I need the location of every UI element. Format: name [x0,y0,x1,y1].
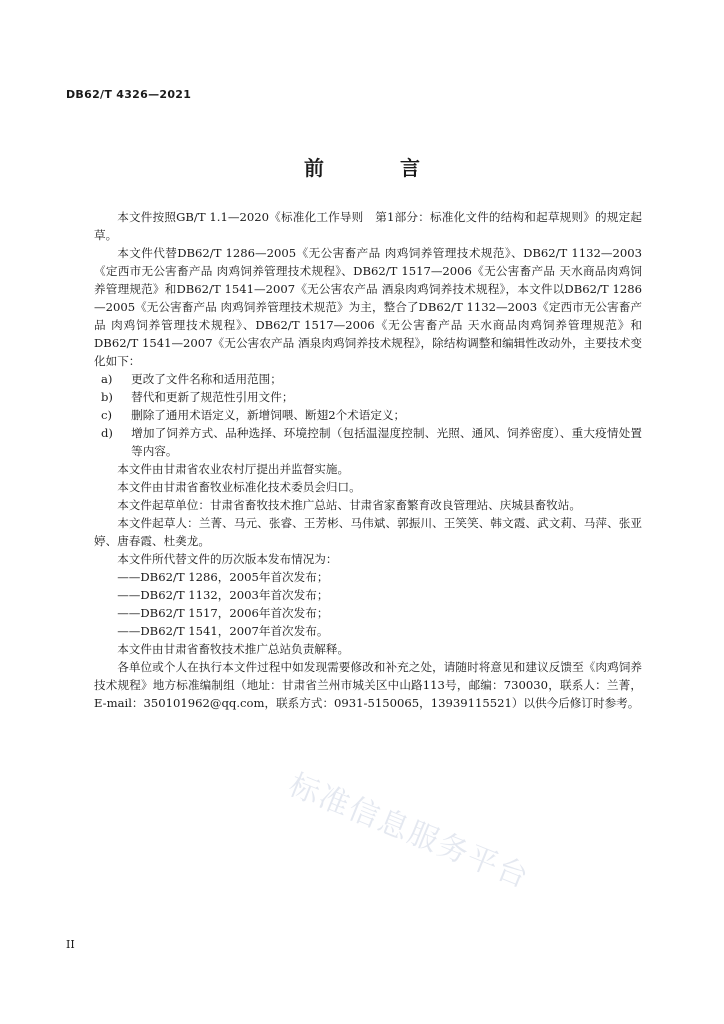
list-item-text: 替代和更新了规范性引用文件； [131,390,294,404]
list-item [94,388,642,406]
list-item-text: 增加了饲养方式、品种选择、环境控制（包括温湿度控制、光照、通风、饲养密度）、重大疫情处置等内容。 [131,426,642,458]
paragraph-history-intro: 本文件所代替文件的历次版本发布情况为： [117,552,338,566]
list-item [94,370,642,388]
paragraph-drafting-rule: 本文件按照GB/T 1.1—2020《标准化工作导则 第1部分：标准化文件的结构和起草规则》的规定起草。 [94,210,642,242]
list-item [94,424,642,460]
revision-item: ——DB62/T 1517，2006年首次发布； [117,606,329,620]
revision-item: ——DB62/T 1132，2003年首次发布； [117,588,329,602]
list-item-text: 更改了文件名称和适用范围； [131,372,282,386]
paragraph-proposer: 本文件由甘肃省农业农村厅提出并监督实施。 [117,462,350,476]
list-marker: d) [100,426,113,440]
watermark: 标准信息服务平台 [283,767,535,896]
paragraph-feedback: 各单位或个人在执行本文件过程中如发现需要修改和补充之处，请随时将意见和建议反馈至《肉鸡饲养技术规程》地方标准编制组（地址：甘肃省兰州市城关区中山路113号，邮编：730030，联系人：兰菁，E-mail：350101962@qq.com，联系方式：0931-5150065，13939115521）以供今后修订时参考。 [94,660,642,710]
list-item-text: 删除了通用术语定义，新增饲喂、断翅2个术语定义； [131,408,406,422]
foreword-body [94,208,642,712]
paragraph-drafters: 本文件起草人：兰菁、马元、张睿、王芳彬、马伟斌、郭振川、王笑笑、韩文霞、武文莉、马萍、张亚婷、唐春霞、杜䶮龙。 [94,516,642,548]
revision-item: ——DB62/T 1286，2005年首次发布； [117,570,329,584]
revision-item: ——DB62/T 1541，2007年首次发布。 [117,624,329,638]
paragraph-interpretation: 本文件由甘肃省畜牧技术推广总站负责解释。 [117,642,350,656]
paragraph-committee: 本文件由甘肃省畜牧业标准化技术委员会归口。 [117,480,361,494]
list-marker: a) [100,372,113,386]
paragraph-drafting-units: 本文件起草单位：甘肃省畜牧技术推广总站、甘肃省家畜繁育改良管理站、庆城县畜牧站。 [117,498,581,512]
paragraph-replacement: 本文件代替DB62/T 1286—2005《无公害畜产品 肉鸡饲养管理技术规范》、DB62/T 1132—2003《定西市无公害畜产品 肉鸡饲养管理技术规程》、DB62/T 1517—2006《无公害畜产品 天水商品肉鸡饲养管理规范》和DB62/T 1541—2007《无公害农产品 酒泉肉鸡饲养技术规程》，本文件以DB62/T 1286—2005《无公害畜产品 肉鸡饲养管理技术规范》为主，整合了DB62/T 1132—2003《定西市无公害畜产品 肉鸡饲养管理技术规程》、DB62/T 1517—2006《无公害畜产品 天水商品肉鸡饲养管理规范》和DB62/T 1541—2007《无公害农产品 酒泉肉鸡饲养技术规程》，除结构调整和编辑性改动外，主要技术变化如下： [94,246,642,368]
page-title: 前 言 [304,156,448,180]
standard-code: DB62/T 4326—2021 [66,88,192,101]
list-marker: b) [100,390,113,404]
list-marker: c) [100,408,112,422]
page-number: II [66,938,75,951]
list-item [94,406,642,424]
